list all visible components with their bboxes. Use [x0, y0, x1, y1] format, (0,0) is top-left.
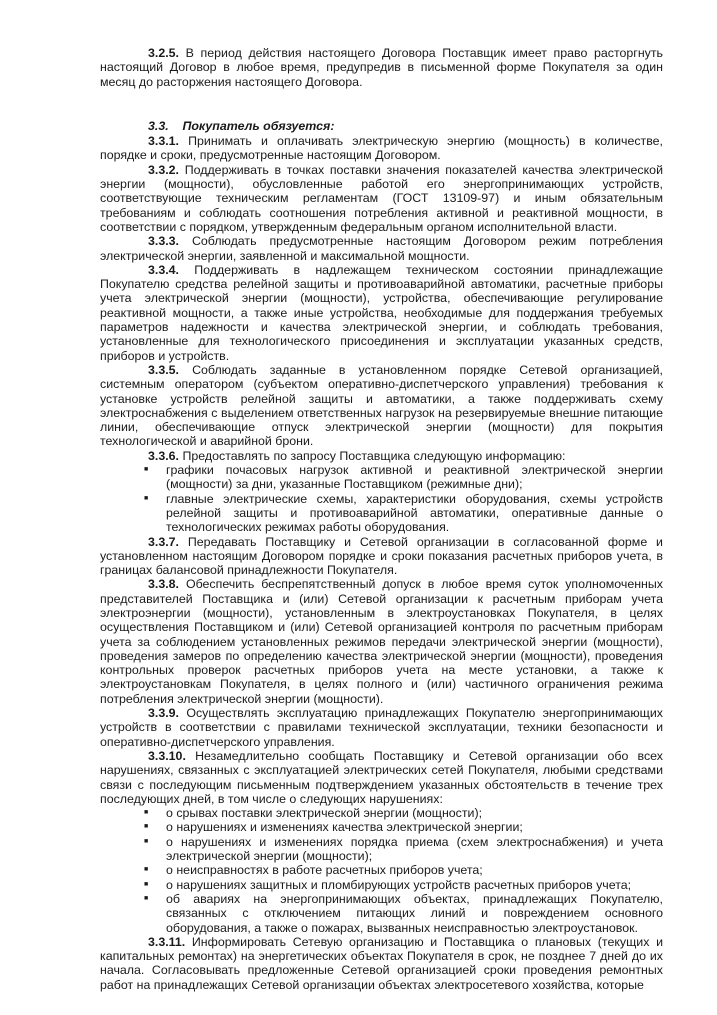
clause-3-3-3: 3.3.3. Соблюдать предусмотренные настоящим Договором режим потребления электрической энергии, заявленной и максимальной мощности.	[100, 234, 663, 263]
list-item: ■ о нарушениях и изменениях качества электрической энергии;	[166, 820, 663, 834]
list-item: ■ главные электрические схемы, характеристики оборудования, схемы устройств релейной защиты и противоаварийной автоматики, оперативные данные о технологических режимах работы оборудования.	[166, 492, 663, 535]
list-item: ■ графики почасовых нагрузок активной и реактивной электрической энергии (мощности) за дни, указанные Поставщиком (режимные дни);	[166, 463, 663, 492]
clause-3-3-10-list	[100, 806, 663, 935]
clause-3-3-2: 3.3.2. Поддерживать в точках поставки значения показателей качества электрической энергии (мощности), обусловленные работой его энергопринимающих устройств, соответствующие техническим регламентам (ГОСТ 13109-97) и иным обязательным требованиям и соблюдать соотношения потребления активной и реактивной мощности, в соответствии с порядком, утвержденным федеральным органом исполнительной власти.	[100, 162, 663, 234]
clause-3-3-7: 3.3.7. Передавать Поставщику и Сетевой организации в согласованной форме и установленном настоящим Договором порядке и сроки показания расчетных приборов учета, в границах балансовой принадлежности Покупателя.	[100, 534, 663, 578]
list-item: ■ о неисправностях в работе расчетных приборов учета;	[166, 863, 663, 877]
list-item: ■ об авариях на энергопринимающих объектах, принадлежащих Покупателю, связанных с отключением питающих линий и повреждением основного оборудования, а также о пожарах, вызванных неисправностью электроустановок.	[166, 892, 663, 935]
clause-3-3-8: 3.3.8. Обеспечить беспрепятственный допуск в любое время суток уполномоченных представителей Поставщика и (или) Сетевой организации к расчетным приборам учета электроэнергии (мощности), установленным в электроустановках Покупателя, в целях осуществления Поставщиком и (или) Сетевой организацией контроля по расчетным приборам учета за соблюдением установленных режимов передачи электрической энергии (мощности), проведения замеров по определению качества электрической энергии (мощности), проведения контрольных проверок расчетных приборов учета на месте установки, а также к электроустановкам Покупателя, в целях полного и (или) частичного ограничения режима потребления электрической энергии (мощности).	[100, 577, 663, 706]
list-item: ■ о срывах поставки электрической энергии (мощности);	[166, 806, 663, 820]
clause-3-2-5: 3.2.5. В период действия настоящего Договора Поставщик имеет право расторгнуть настоящий Договор в любое время, предупредив в письменной форме Покупателя за один месяц до расторжения настоящего Договора.	[100, 46, 663, 89]
clause-3-3-9: 3.3.9. Осуществлять эксплуатацию принадлежащих Покупателю энергопринимающих устройств в соответствии с правилами технической эксплуатации, техники безопасности и оперативно-диспетчерского управления.	[100, 706, 663, 749]
list-item: ■ о нарушениях защитных и пломбирующих устройств расчетных приборов учета;	[166, 878, 663, 892]
clause-3-3-1: 3.3.1. Принимать и оплачивать электрическую энергию (мощность) в количестве, порядке и сроки, предусмотренные настоящим Договором.	[100, 134, 663, 163]
clause-3-3-6-list	[100, 463, 663, 534]
clause-3-3-11: 3.3.11. Информировать Сетевую организацию и Поставщика о плановых (текущих и капитальных ремонтах) на энергетических объектах Покупателя в срок, не позднее 7 дней до их начала. Согласовывать предложенные Сетевой организацией сроки проведения ремонтных работ на принадлежащих Сетевой организации объектах электросетевого хозяйства, которые	[100, 934, 663, 992]
clause-3-3-5: 3.3.5. Соблюдать заданные в установленном порядке Сетевой организацией, системным оператором (субъектом оперативно-диспетчерского управления) требования к установке устройств релейной защиты и автоматики, а также поддерживать схему электроснабжения с выделением ответственных нагрузок на резервируемые внешние питающие линии, обеспечивающие отпуск электрической энергии (мощности) для покрытия технологической и аварийной брони.	[100, 362, 663, 449]
clause-3-3-10: 3.3.10. Незамедлительно сообщать Поставщику и Сетевой организации обо всех нарушениях, связанных с эксплуатацией электрических сетей Покупателя, любыми средствами связи с последующим письменным подтверждением указанных обстоятельств в течение трех последующих дней, в том числе о следующих нарушениях:	[100, 748, 663, 806]
clause-3-3-6: 3.3.6. Предоставлять по запросу Поставщика следующую информацию:	[148, 448, 566, 463]
list-item: ■ о нарушениях и изменениях порядка приема (схем электроснабжения) и учета электрической энергии (мощности);	[166, 835, 663, 864]
section-heading-3-3: 3.3. Покупатель обязуется:	[148, 118, 335, 133]
clause-3-3-4: 3.3.4. Поддерживать в надлежащем техническом состоянии принадлежащие Покупателю средства релейной защиты и противоаварийной автоматики, расчетные приборы учета электрической энергии (мощности), устройства, обеспечивающие регулирование реактивной мощности, а также иные устройства, необходимые для поддержания требуемых параметров надежности и качества электрической энергии, и соблюдать требования, установленные для технологического присоединения и эксплуатации указанных средств, приборов и устройств.	[100, 262, 663, 363]
